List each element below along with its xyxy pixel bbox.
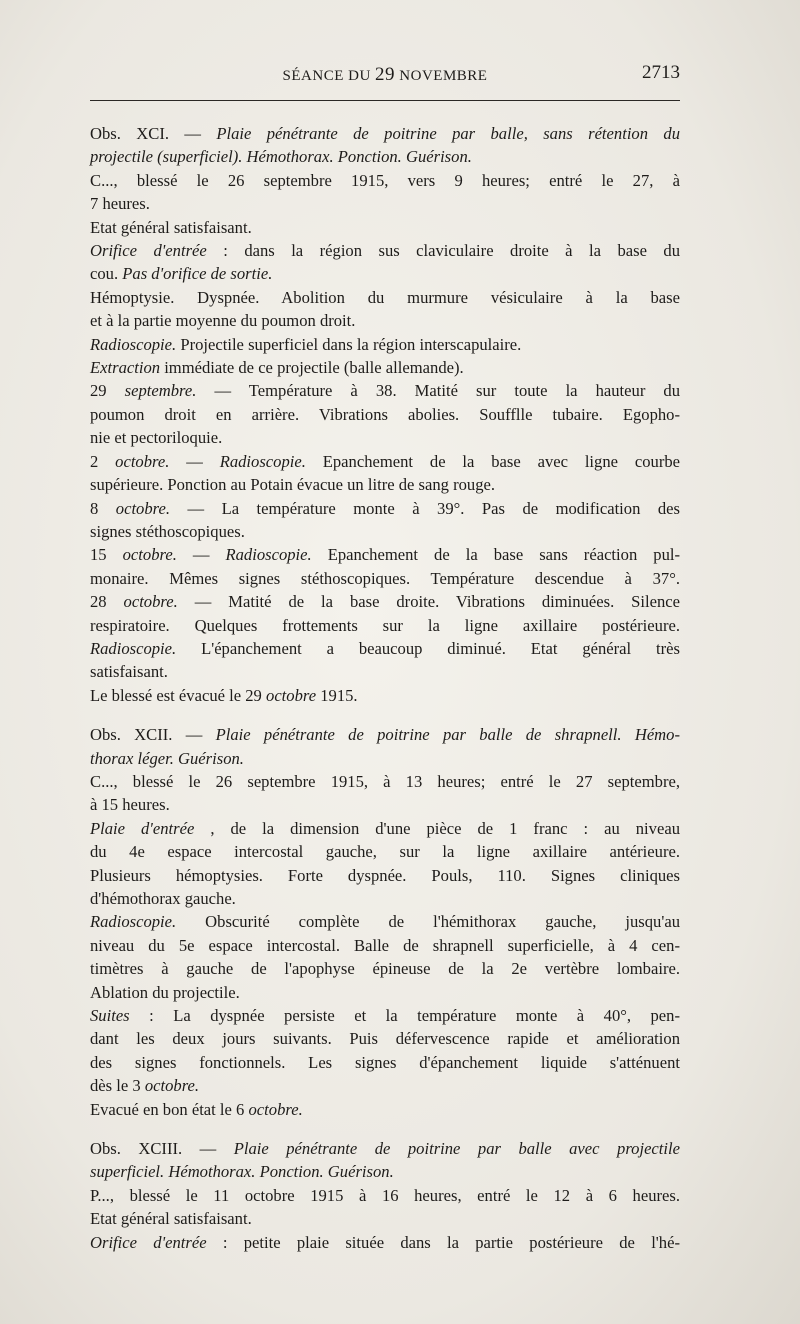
text-line bbox=[90, 817, 680, 840]
text-line bbox=[90, 567, 680, 590]
text-line bbox=[90, 426, 680, 449]
text-line bbox=[90, 497, 680, 520]
text-run: Etat général satisfaisant. bbox=[90, 217, 252, 237]
text-run: Epanchement de la base sans réaction pul- bbox=[311, 545, 680, 565]
text-line bbox=[90, 1051, 680, 1074]
text-line bbox=[90, 957, 680, 980]
italic-text: octobre. bbox=[115, 451, 170, 471]
italic-text: octobre. bbox=[123, 592, 178, 612]
text-line bbox=[90, 286, 680, 309]
page-number: 2713 bbox=[642, 62, 680, 83]
italic-text: Plaie pénétrante de poitrine par balle avec projectile bbox=[233, 1139, 680, 1159]
text-line bbox=[90, 1184, 680, 1207]
text-line bbox=[90, 1004, 680, 1027]
text-line bbox=[90, 1137, 680, 1160]
text-run: Ablation du projectile. bbox=[90, 982, 240, 1002]
text-run: signes stéthoscopiques. bbox=[90, 521, 245, 541]
italic-text: Radioscopie. bbox=[90, 638, 177, 658]
text-run: Obs. XCII. — bbox=[90, 725, 216, 745]
italic-text: Plaie pénétrante de poitrine par balle, sans rétention du bbox=[216, 124, 680, 143]
text-line bbox=[90, 637, 680, 660]
text-line bbox=[90, 684, 680, 707]
text-line bbox=[90, 216, 680, 239]
italic-text: Extraction bbox=[90, 358, 161, 378]
italic-text: octobre bbox=[266, 685, 317, 705]
text-line bbox=[90, 333, 680, 356]
text-line bbox=[90, 356, 680, 379]
paragraph-gap bbox=[90, 1121, 680, 1137]
text-run: — bbox=[169, 451, 220, 471]
text-run: respiratoire. Quelques frottements sur la ligne axillaire postérieure. bbox=[90, 615, 680, 635]
text-run: timètres à gauche de l'apophyse épineuse de la 2e vertèbre lombaire. bbox=[90, 959, 680, 979]
text-run: : dans la région sus claviculaire droite à la base du bbox=[206, 241, 680, 261]
italic-text: Orifice d'entrée bbox=[90, 1232, 207, 1252]
running-title-prefix: SÉANCE DU bbox=[282, 68, 371, 84]
text-line bbox=[90, 1207, 680, 1230]
text-line bbox=[90, 403, 680, 426]
text-run: 1915. bbox=[316, 685, 358, 705]
text-run: cou. bbox=[90, 264, 123, 284]
text-run: Obs. XCIII. — bbox=[90, 1139, 234, 1159]
text-run: d'hémothorax gauche. bbox=[90, 889, 236, 908]
text-run: monaire. Mêmes signes stéthoscopiques. Température descendue à 37°. bbox=[90, 568, 680, 588]
text-run: Epanchement de la base avec ligne courbe bbox=[305, 451, 681, 471]
italic-text: octobre. bbox=[248, 1099, 303, 1119]
text-run: supérieure. Ponction au Potain évacue un litre de sang rouge. bbox=[90, 475, 496, 495]
running-header bbox=[90, 60, 680, 88]
text-run: : La dyspnée persiste et la température monte à 40°, pen- bbox=[129, 1006, 680, 1026]
italic-text: Radioscopie. bbox=[90, 334, 177, 354]
text-run: à 15 heures. bbox=[90, 795, 170, 815]
paragraph-gap bbox=[90, 707, 680, 723]
italic-text: septembre. bbox=[124, 381, 197, 401]
italic-text: Plaie pénétrante de poitrine par balle de shrapnell. Hémo- bbox=[215, 725, 680, 745]
italic-text: octobre. bbox=[122, 545, 177, 565]
text-run: : petite plaie située dans la partie postérieure de l'hé- bbox=[206, 1232, 680, 1252]
text-run: L'épanchement a beaucoup diminué. Etat général très bbox=[176, 638, 680, 658]
text-run: du 4e espace intercostal gauche, sur la ligne axillaire antérieure. bbox=[90, 842, 680, 862]
text-line bbox=[90, 793, 680, 816]
text-run: Etat général satisfaisant. bbox=[90, 1209, 252, 1229]
italic-text: Radioscopie. bbox=[225, 545, 312, 565]
text-line bbox=[90, 747, 680, 770]
text-run: Hémoptysie. Dyspnée. Abolition du murmure vésiculaire à la base bbox=[90, 287, 680, 307]
running-title bbox=[90, 64, 680, 86]
italic-text: Radioscopie. bbox=[90, 912, 177, 932]
italic-text: Pas d'orifice de sortie. bbox=[122, 264, 273, 284]
text-run: C..., blessé le 26 septembre 1915, à 13 heures; entré le 27 septembre, bbox=[90, 771, 680, 791]
text-line bbox=[90, 239, 680, 262]
text-line bbox=[90, 1231, 680, 1254]
text-line bbox=[90, 590, 680, 613]
text-run: — Matité de la base droite. Vibrations diminuées. Silence bbox=[177, 592, 680, 612]
text-line bbox=[90, 145, 680, 168]
text-line bbox=[90, 379, 680, 402]
text-line bbox=[90, 169, 680, 192]
text-line bbox=[90, 934, 680, 957]
text-line bbox=[90, 910, 680, 933]
body-text bbox=[90, 122, 680, 1254]
text-run: 29 bbox=[90, 381, 125, 401]
italic-text: superficiel. Hémothorax. Ponction. Guérison. bbox=[90, 1162, 394, 1182]
italic-text: Radioscopie. bbox=[219, 451, 306, 471]
text-run: Projectile superficiel dans la région interscapulaire. bbox=[176, 334, 522, 354]
text-run: dant les deux jours suivants. Puis défervescence rapide et amélioration bbox=[90, 1029, 680, 1049]
text-run: Obscurité complète de l'hémithorax gauche, jusqu'au bbox=[176, 912, 680, 932]
text-run: 28 bbox=[90, 592, 124, 612]
text-run: satisfaisant. bbox=[90, 662, 168, 682]
text-run: des signes fonctionnels. Les signes d'épanchement liquide s'atténuent bbox=[90, 1052, 680, 1072]
text-line bbox=[90, 520, 680, 543]
text-line bbox=[90, 840, 680, 863]
italic-text: Plaie d'entrée bbox=[90, 818, 195, 838]
text-line bbox=[90, 543, 680, 566]
text-run: , de la dimension d'une pièce de 1 franc : au niveau bbox=[194, 818, 680, 838]
header-rule bbox=[90, 100, 680, 101]
text-run: immédiate de ce projectile (balle allemande). bbox=[160, 358, 464, 378]
text-run: — La température monte à 39°. Pas de modification des bbox=[170, 498, 680, 518]
text-line bbox=[90, 1098, 680, 1121]
running-title-suffix: NOVEMBRE bbox=[399, 68, 488, 84]
italic-text: thorax léger. Guérison. bbox=[90, 748, 244, 768]
text-line bbox=[90, 450, 680, 473]
running-title-day: 29 bbox=[375, 64, 396, 85]
text-run: 8 bbox=[90, 498, 116, 518]
text-run: Le blessé est évacué le 29 bbox=[90, 685, 267, 705]
text-line bbox=[90, 1074, 680, 1097]
text-line bbox=[90, 770, 680, 793]
italic-text: octobre. bbox=[144, 1076, 200, 1096]
text-line bbox=[90, 309, 680, 332]
text-run: C..., blessé le 26 septembre 1915, vers 9 heures; entré le 27, à bbox=[90, 170, 680, 190]
text-run: 2 bbox=[90, 451, 116, 471]
text-line bbox=[90, 473, 680, 496]
text-run: 7 heures. bbox=[90, 194, 150, 214]
text-line bbox=[90, 1160, 680, 1183]
italic-text: octobre. bbox=[115, 498, 171, 518]
text-line bbox=[90, 887, 680, 910]
text-line bbox=[90, 122, 680, 145]
text-run: niveau du 5e espace intercostal. Balle de shrapnell superficielle, à 4 cen- bbox=[90, 935, 680, 955]
text-run: poumon droit en arrière. Vibrations abolies. Soufflle tubaire. Egopho- bbox=[90, 404, 680, 424]
text-line bbox=[90, 262, 680, 285]
text-run: — Température à 38. Matité sur toute la hauteur du bbox=[196, 381, 680, 401]
text-line bbox=[90, 614, 680, 637]
italic-text: Orifice d'entrée bbox=[90, 241, 207, 261]
text-run: Evacué en bon état le 6 bbox=[90, 1099, 249, 1119]
text-run: dès le 3 bbox=[90, 1076, 145, 1096]
text-run: — bbox=[176, 545, 226, 565]
text-line bbox=[90, 1027, 680, 1050]
text-run: P..., blessé le 11 octobre 1915 à 16 heures, entré le 12 à 6 heures. bbox=[90, 1185, 680, 1205]
text-line bbox=[90, 981, 680, 1004]
text-line bbox=[90, 660, 680, 683]
text-line bbox=[90, 723, 680, 746]
text-line bbox=[90, 192, 680, 215]
italic-text: Suites bbox=[90, 1006, 130, 1026]
text-run: 15 bbox=[90, 545, 123, 565]
text-run: Plusieurs hémoptysies. Forte dyspnée. Pouls, 110. Signes cliniques bbox=[90, 865, 680, 885]
text-run: et à la partie moyenne du poumon droit. bbox=[90, 311, 356, 331]
text-run: nie et pectoriloquie. bbox=[90, 428, 223, 448]
text-run: Obs. XCI. — bbox=[90, 124, 217, 143]
text-line bbox=[90, 864, 680, 887]
italic-text: projectile (superficiel). Hémothorax. Ponction. Guérison. bbox=[90, 147, 472, 167]
